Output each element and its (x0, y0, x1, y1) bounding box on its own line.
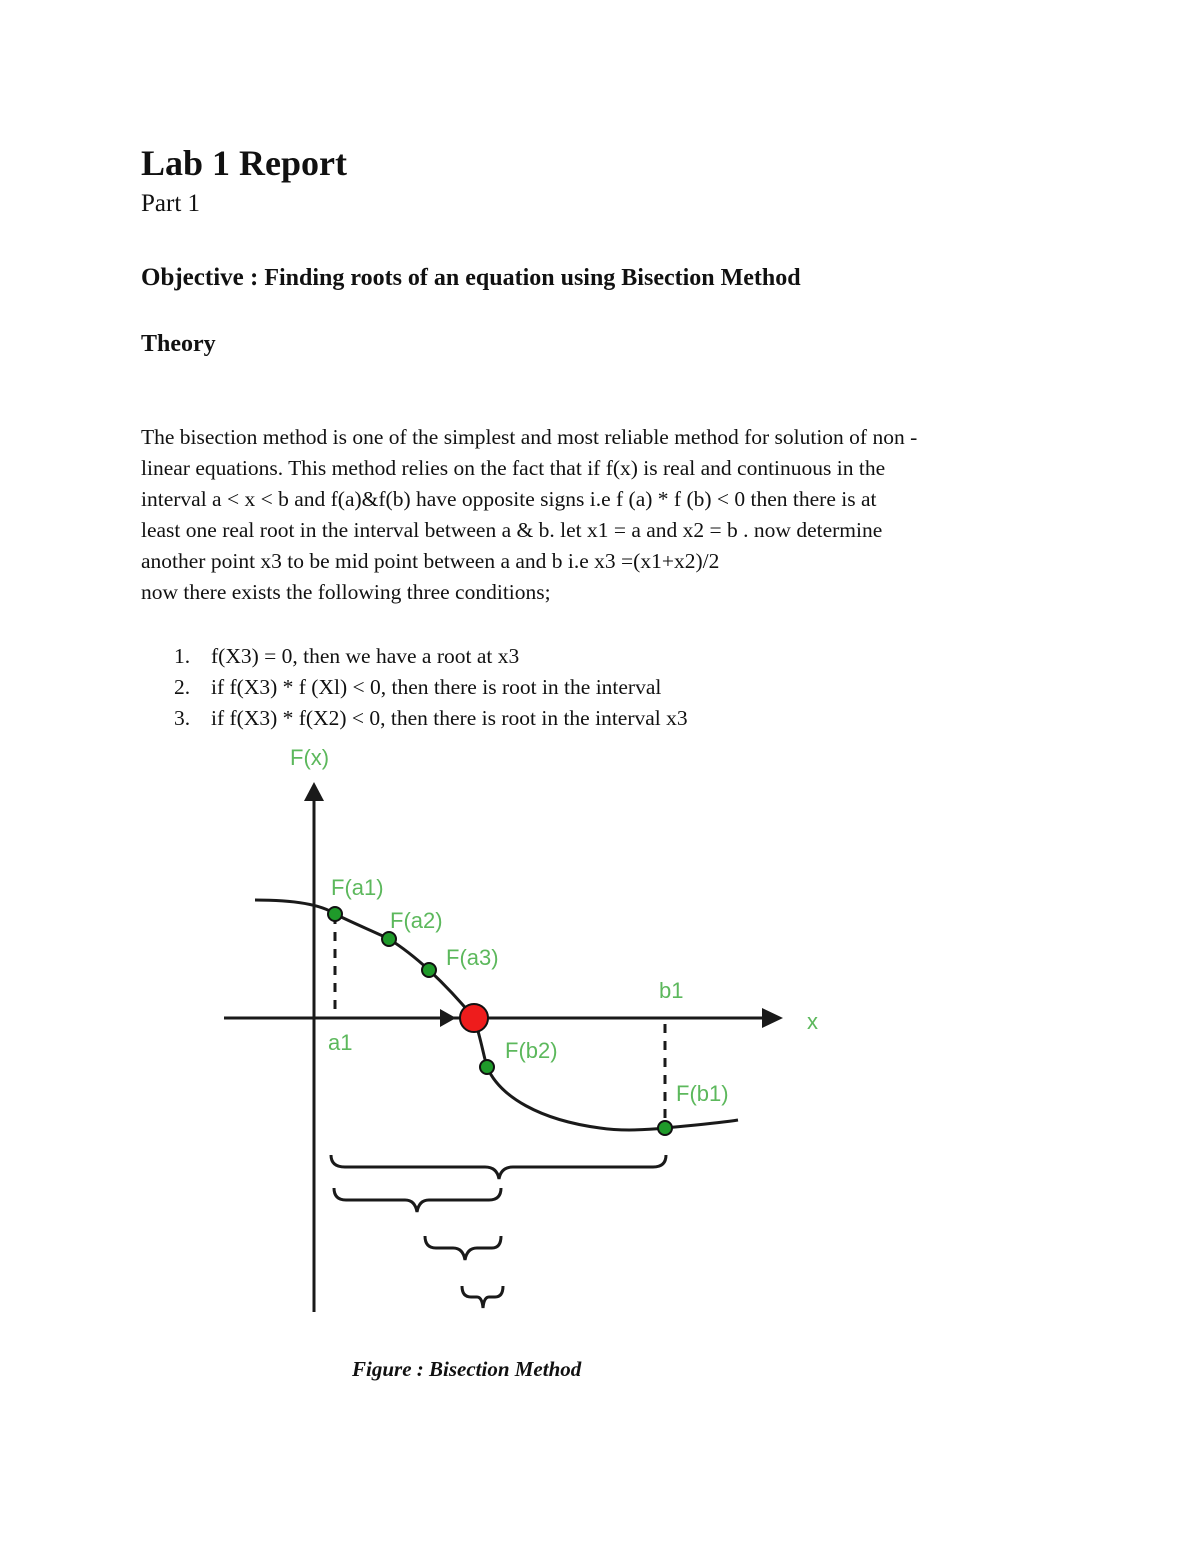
condition-text: if f(X3) * f (Xl) < 0, then there is root in the interval (211, 675, 662, 699)
report-part: Part 1 (141, 190, 201, 217)
label-a1: a1 (328, 1030, 353, 1055)
point-fa3 (422, 963, 436, 977)
point-fa1 (328, 907, 342, 921)
condition-number: 2. (174, 675, 191, 699)
theory-line: another point x3 to be mid point between a and b i.e x3 =(x1+x2)/2 (141, 549, 720, 573)
label-fa1: F(a1) (331, 875, 384, 900)
theory-line: interval a < x < b and f(a)&f(b) have opposite signs i.e f (a) * f (b) < 0 then there is at (141, 487, 877, 511)
condition-number: 1. (174, 644, 191, 668)
label-fb1: F(b1) (676, 1081, 729, 1106)
objective-heading (141, 262, 801, 294)
theory-heading: Theory (141, 331, 216, 357)
label-b1: b1 (659, 978, 684, 1003)
condition-text: f(X3) = 0, then we have a root at x3 (211, 644, 520, 668)
label-fa3: F(a3) (446, 945, 499, 970)
condition-item (174, 672, 688, 703)
interval-brace-2 (334, 1188, 501, 1212)
objective-text: Finding roots of an equation using Bisection Method (264, 265, 801, 291)
x-axis-arrow-icon (762, 1008, 783, 1028)
theory-paragraph (141, 422, 1021, 608)
bisection-diagram (200, 735, 860, 1335)
label-fa2: F(a2) (390, 908, 443, 933)
x-axis-label: x (807, 1009, 818, 1034)
report-title: Lab 1 Report (141, 143, 347, 183)
point-fa2 (382, 932, 396, 946)
theory-line: now there exists the following three conditions; (141, 580, 551, 604)
root-point (460, 1004, 488, 1032)
label-fb2: F(b2) (505, 1038, 558, 1063)
theory-line: linear equations. This method relies on the fact that if f(x) is real and continuous in the (141, 456, 886, 480)
objective-label: Objective : (141, 264, 259, 291)
y-axis-label: F(x) (290, 745, 330, 770)
condition-text: if f(X3) * f(X2) < 0, then there is root in the interval x3 (211, 706, 688, 730)
point-fb2 (480, 1060, 494, 1074)
theory-line: The bisection method is one of the simplest and most reliable method for solution of non - (141, 425, 918, 449)
midpoint-arrow-icon (440, 1009, 456, 1027)
bisection-figure (200, 735, 860, 1335)
conditions-list (174, 641, 688, 734)
interval-brace-1 (331, 1155, 666, 1179)
point-fb1 (658, 1121, 672, 1135)
condition-item (174, 703, 688, 734)
theory-line: least one real root in the interval between a & b. let x1 = a and x2 = b . now determine (141, 518, 883, 542)
condition-item (174, 641, 688, 672)
interval-brace-4 (462, 1286, 503, 1308)
y-axis-arrow-icon (304, 782, 324, 801)
figure-caption: Figure : Bisection Method (352, 1357, 582, 1381)
interval-brace-3 (425, 1236, 501, 1260)
condition-number: 3. (174, 706, 191, 730)
